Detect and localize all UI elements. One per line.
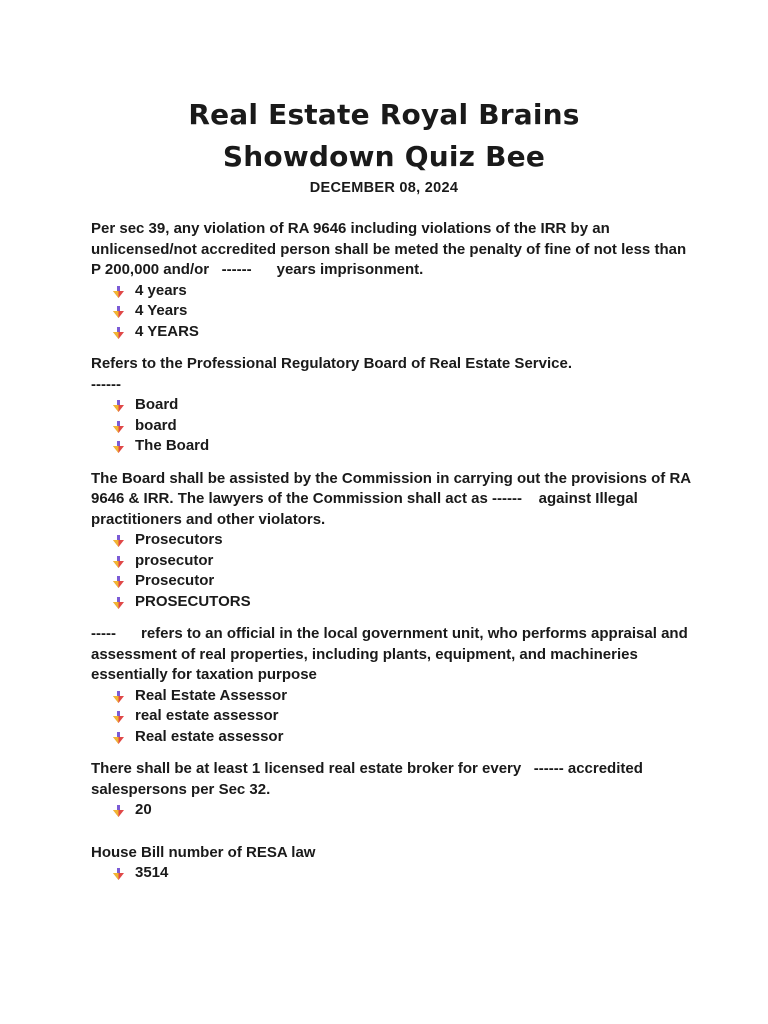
- arrow-down-bullet-icon: [113, 711, 124, 723]
- answer-item: [113, 863, 691, 884]
- answer-text: Prosecutor: [135, 572, 215, 589]
- answer-list: [91, 686, 691, 748]
- answer-list: [91, 800, 691, 821]
- arrow-down-bullet-icon: [113, 535, 124, 547]
- answer-text: 4 Years: [135, 302, 188, 319]
- arrow-down-bullet-icon: [113, 306, 124, 318]
- answer-item: [113, 530, 691, 551]
- answer-list: [91, 530, 691, 612]
- answer-text: board: [135, 416, 177, 434]
- arrow-down-bullet-icon: [113, 597, 124, 609]
- answer-item: [113, 571, 691, 592]
- arrow-down-bullet-icon: [113, 805, 124, 817]
- document-title-line2: Showdown Quiz Bee: [222, 140, 546, 173]
- question-text: There shall be at least 1 licensed real estate broker for every ------ accredited salespersons per Sec 32.: [91, 760, 648, 798]
- question-text: The Board shall be assisted by the Commission in carrying out the provisions of RA 9646 & IRR. The lawyers of the Commission shall act as ------ against Illegal practitioners and other violators.: [91, 469, 695, 528]
- answer-text: Prosecutors: [135, 531, 223, 548]
- arrow-down-bullet-icon: [113, 327, 124, 339]
- answer-text: real estate assessor: [135, 707, 279, 724]
- answer-text: Real estate assessor: [135, 727, 284, 745]
- arrow-down-bullet-icon: [113, 556, 124, 568]
- answer-item: [113, 706, 691, 727]
- answer-item: [113, 301, 691, 322]
- answer-item: [113, 436, 691, 457]
- answer-text: 3514: [135, 864, 169, 881]
- document-title-line1: Real Estate Royal Brains: [188, 98, 580, 131]
- arrow-down-bullet-icon: [113, 576, 124, 588]
- answer-item: [113, 281, 691, 302]
- answer-text: 20: [135, 801, 152, 818]
- answer-text: 4 years: [135, 281, 187, 299]
- answer-item: [113, 322, 691, 343]
- arrow-down-bullet-icon: [113, 868, 124, 880]
- arrow-down-bullet-icon: [113, 732, 124, 744]
- answer-item: [113, 592, 691, 613]
- answer-text: Board: [135, 396, 179, 413]
- answer-item: [113, 395, 691, 416]
- arrow-down-bullet-icon: [113, 286, 124, 298]
- answer-text: The Board: [135, 437, 210, 454]
- arrow-down-bullet-icon: [113, 400, 124, 412]
- answer-text: 4 YEARS: [135, 322, 199, 340]
- answer-list: [91, 281, 691, 343]
- document-date: DECEMBER 08, 2024: [309, 180, 459, 196]
- answer-item: [113, 686, 691, 707]
- arrow-down-bullet-icon: [113, 421, 124, 433]
- question-text: House Bill number of RESA law: [91, 843, 316, 861]
- answer-list: [91, 395, 691, 457]
- question-text: Refers to the Professional Regulatory Board of Real Estate Service. ------: [91, 355, 572, 393]
- answer-item: [113, 800, 691, 821]
- answer-text: Real Estate Assessor: [135, 686, 288, 704]
- answer-text: prosecutor: [135, 551, 214, 569]
- answer-list: [91, 863, 691, 884]
- answer-item: [113, 551, 691, 572]
- question-text: Per sec 39, any violation of RA 9646 including violations of the IRR by an unlicensed/not accredited person shall be meted the penalty of fine of not less than P 200,000 and/or ------ years imprisonment.: [91, 220, 691, 278]
- arrow-down-bullet-icon: [113, 691, 124, 703]
- question-text: ----- refers to an official in the local government unit, who performs appraisal and assessment of real properties, including plants, equipment, and machineries essentially for taxation purpose: [91, 625, 692, 683]
- answer-item: [113, 416, 691, 437]
- arrow-down-bullet-icon: [113, 441, 124, 453]
- quiz-content: [91, 219, 695, 884]
- answer-text: PROSECUTORS: [135, 592, 251, 610]
- answer-item: [113, 727, 691, 748]
